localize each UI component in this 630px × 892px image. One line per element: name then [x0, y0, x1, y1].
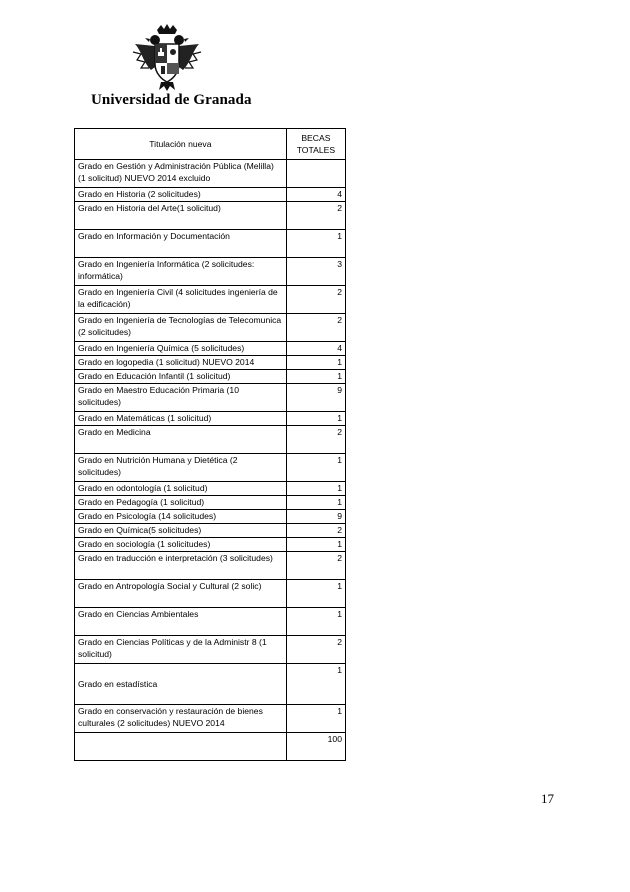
table-row [75, 258, 346, 286]
table-row [75, 356, 346, 370]
table-row [75, 510, 346, 524]
table-row [75, 426, 346, 454]
becas-cell: 1 [286, 230, 345, 258]
becas-cell: 2 [286, 286, 345, 314]
table-row [75, 314, 346, 342]
becas-cell: 2 [286, 552, 345, 580]
titulacion-cell: Grado en Pedagogía (1 solicitud) [75, 496, 287, 510]
becas-cell: 3 [286, 258, 345, 286]
table-row [75, 286, 346, 314]
total-value-cell: 100 [286, 733, 345, 761]
table-header-row [75, 129, 346, 160]
table-row [75, 580, 346, 608]
titulacion-cell: Grado en Ingeniería Informática (2 solicitudes: informática) [75, 258, 287, 286]
becas-cell [286, 160, 345, 188]
page-number: 17 [541, 791, 554, 806]
total-row [75, 733, 346, 761]
becas-cell: 1 [286, 356, 345, 370]
titulacion-cell: Grado en estadística [75, 664, 287, 705]
becas-cell: 4 [286, 342, 345, 356]
becas-cell: 2 [286, 426, 345, 454]
becas-cell: 1 [286, 538, 345, 552]
column-header-titulacion: Titulación nueva [75, 129, 287, 160]
becas-cell: 2 [286, 636, 345, 664]
titulacion-cell: Grado en traducción e interpretación (3 solicitudes) [75, 552, 287, 580]
table-row [75, 342, 346, 356]
titulacion-cell: Grado en Gestión y Administración Pública (Melilla) (1 solicitud) NUEVO 2014 excluido [75, 160, 287, 188]
titulacion-cell: Grado en Educación Infantil (1 solicitud) [75, 370, 287, 384]
titulacion-cell: Grado en Psicología (14 solicitudes) [75, 510, 287, 524]
table-row [75, 482, 346, 496]
becas-cell: 1 [286, 608, 345, 636]
titulacion-cell: Grado en logopedia (1 solicitud) NUEVO 2014 [75, 356, 287, 370]
becas-cell: 1 [286, 496, 345, 510]
titulacion-cell: Grado en Ingeniería Civil (4 solicitudes ingeniería de la edificación) [75, 286, 287, 314]
table-row [75, 636, 346, 664]
table-row [75, 664, 346, 705]
becas-cell: 1 [286, 705, 345, 733]
university-coat-of-arms-icon [131, 24, 203, 92]
table-row [75, 538, 346, 552]
table-row [75, 370, 346, 384]
becas-cell: 1 [286, 580, 345, 608]
table-row [75, 160, 346, 188]
table-row [75, 230, 346, 258]
table-row [75, 705, 346, 733]
titulacion-cell: Grado en conservación y restauración de bienes culturales (2 solicitudes) NUEVO 2014 [75, 705, 287, 733]
becas-table [74, 128, 346, 761]
titulacion-cell: Grado en Maestro Educación Primaria (10 solicitudes) [75, 384, 287, 412]
table-row [75, 412, 346, 426]
table-row [75, 188, 346, 202]
titulacion-cell: Grado en Ingeniería de Tecnologías de Telecomunica (2 solicitudes) [75, 314, 287, 342]
column-header-becas: BECAS TOTALES [286, 129, 345, 160]
table-row [75, 384, 346, 412]
table-row [75, 496, 346, 510]
titulacion-cell: Grado en sociología (1 solicitudes) [75, 538, 287, 552]
becas-cell: 2 [286, 524, 345, 538]
titulacion-cell: Grado en Matemáticas (1 solicitud) [75, 412, 287, 426]
becas-cell: 1 [286, 412, 345, 426]
table-row [75, 202, 346, 230]
titulacion-cell: Grado en Historia del Arte(1 solicitud) [75, 202, 287, 230]
becas-cell: 1 [286, 454, 345, 482]
becas-cell: 1 [286, 370, 345, 384]
titulacion-cell: Grado en Química(5 solicitudes) [75, 524, 287, 538]
becas-cell: 9 [286, 510, 345, 524]
titulacion-cell: Grado en Antropología Social y Cultural (2 solic) [75, 580, 287, 608]
total-label-cell [75, 733, 287, 761]
becas-cell: 2 [286, 202, 345, 230]
table-row [75, 524, 346, 538]
titulacion-cell: Grado en Medicina [75, 426, 287, 454]
titulacion-cell: Grado en Ciencias Ambientales [75, 608, 287, 636]
titulacion-cell: Grado en Historia (2 solicitudes) [75, 188, 287, 202]
table-row [75, 552, 346, 580]
table-row [75, 454, 346, 482]
becas-cell: 9 [286, 384, 345, 412]
becas-cell: 4 [286, 188, 345, 202]
becas-cell: 1 [286, 664, 345, 705]
titulacion-cell: Grado en Ciencias Políticas y de la Administr 8 (1 solicitud) [75, 636, 287, 664]
titulacion-cell: Grado en odontología (1 solicitud) [75, 482, 287, 496]
table-row [75, 608, 346, 636]
university-name: Universidad de Granada [91, 92, 252, 108]
becas-cell: 2 [286, 314, 345, 342]
titulacion-cell: Grado en Ingeniería Química (5 solicitudes) [75, 342, 287, 356]
becas-cell: 1 [286, 482, 345, 496]
titulacion-cell: Grado en Nutrición Humana y Dietética (2 solicitudes) [75, 454, 287, 482]
titulacion-cell: Grado en Información y Documentación [75, 230, 287, 258]
